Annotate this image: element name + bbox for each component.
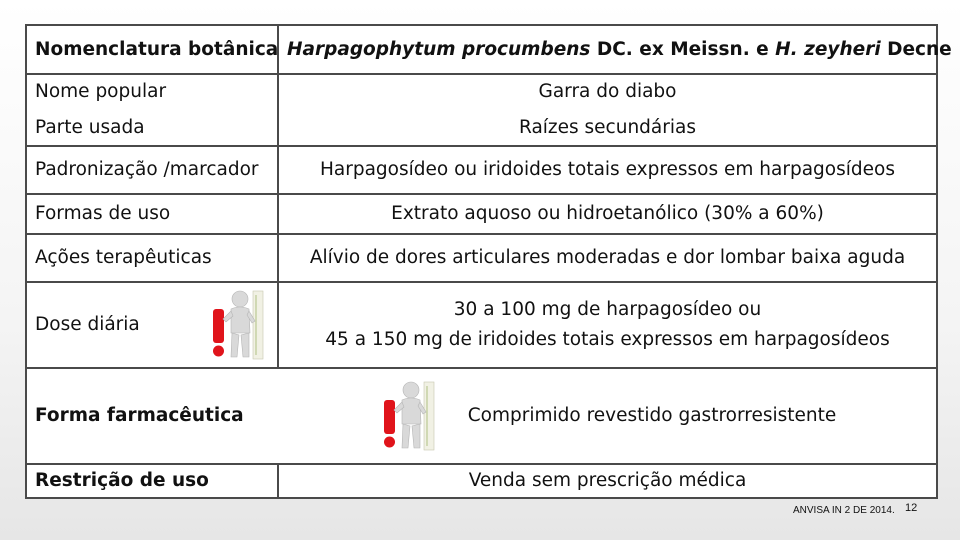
row-label-pharmaceutical-form <box>26 368 278 464</box>
row-value-pharmaceutical-form <box>278 368 937 464</box>
value-text: Alívio de dores articulares moderadas e dor lombar baixa aguda <box>309 247 906 268</box>
row-label-popular-and-part <box>26 74 278 146</box>
row-value-popular-and-part <box>278 74 937 146</box>
label-part-used: Parte usada <box>35 117 145 138</box>
row-label-botanical-nomenclature <box>26 25 278 74</box>
value-popular-name: Garra do diabo <box>538 81 677 102</box>
table-row <box>26 234 937 282</box>
dose-line-2: 45 a 150 mg de iridoides totais expressos em harpagosídeos <box>325 329 890 350</box>
row-value-standardization <box>278 146 937 194</box>
herbal-monograph-table <box>25 24 952 499</box>
scientific-name-2: H. zeyheri <box>775 38 881 60</box>
row-value-therapeutic-actions <box>278 234 937 282</box>
table-row <box>26 146 937 194</box>
table-row <box>26 368 937 464</box>
row-value-use-restriction <box>278 464 937 498</box>
author-2: Decne <box>880 38 952 60</box>
table-row <box>26 464 937 498</box>
label-text: Ações terapêuticas <box>35 247 212 268</box>
row-label-use-restriction <box>26 464 278 498</box>
person-with-exclamation-icon <box>378 378 440 454</box>
footer-source-citation: ANVISA IN 2 DE 2014. <box>793 505 895 516</box>
table-row <box>26 74 937 146</box>
row-value-daily-dose <box>278 282 937 368</box>
person-with-exclamation-icon <box>207 287 269 363</box>
row-label-daily-dose <box>26 282 278 368</box>
label-popular-name: Nome popular <box>35 81 167 102</box>
table-row <box>26 282 937 368</box>
label-text: Forma farmacêutica <box>35 405 244 426</box>
author-1: DC. ex Meissn. e <box>590 38 776 60</box>
row-label-standardization <box>26 146 278 194</box>
scientific-name-1: Harpagophytum procumbens <box>287 38 591 60</box>
row-label-therapeutic-actions <box>26 234 278 282</box>
value-text: Comprimido revestido gastrorresistente <box>467 405 837 426</box>
value-text: Venda sem prescrição médica <box>468 470 747 491</box>
row-label-use-forms <box>26 194 278 234</box>
dose-line-1: 30 a 100 mg de harpagosídeo ou <box>453 299 762 320</box>
label-text: Dose diária <box>35 314 140 335</box>
value-part-used: Raízes secundárias <box>519 117 696 138</box>
label-text: Nomenclatura botânica <box>35 38 279 60</box>
row-value-use-forms <box>278 194 937 234</box>
label-text: Padronização /marcador <box>35 159 259 180</box>
row-value-botanical-nomenclature <box>278 25 952 74</box>
label-text: Restrição de uso <box>35 470 209 491</box>
table-row <box>26 194 937 234</box>
value-text: Extrato aquoso ou hidroetanólico (30% a 60%) <box>391 203 824 224</box>
value-text: Harpagosídeo ou iridoides totais expressos em harpagosídeos <box>320 159 895 180</box>
table-row <box>26 25 937 74</box>
page-number: 12 <box>905 502 918 514</box>
label-text: Formas de uso <box>35 203 171 224</box>
